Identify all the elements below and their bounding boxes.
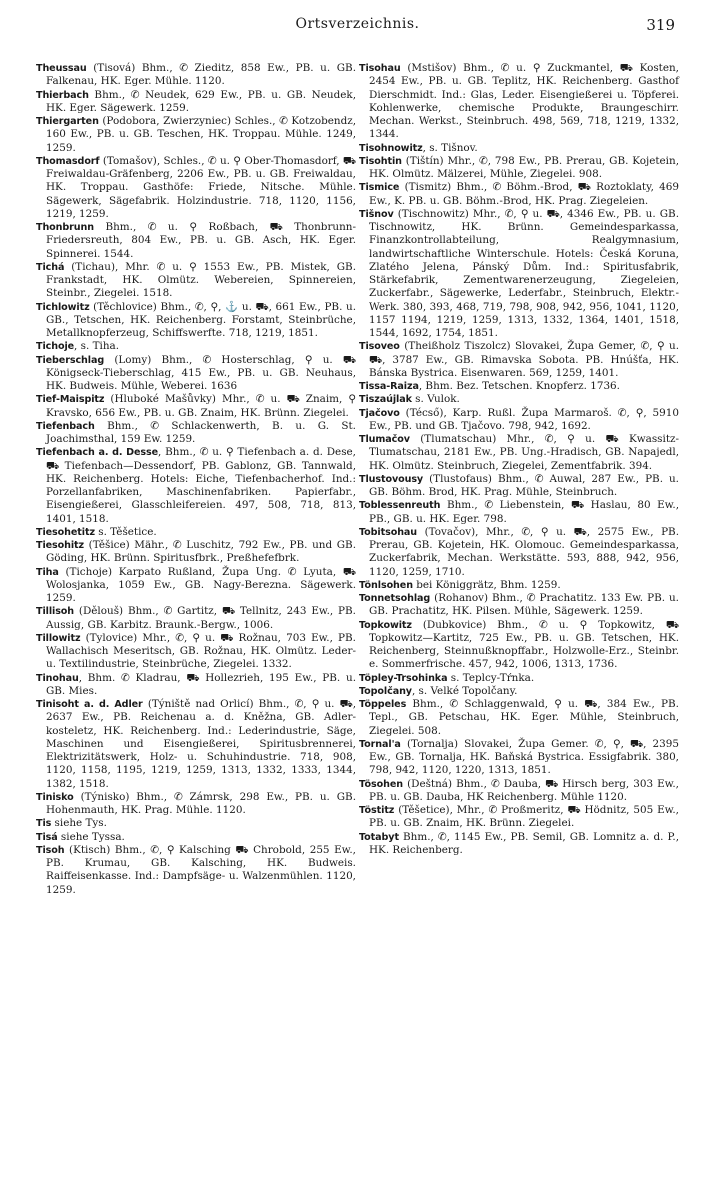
- directory-entry: [36, 62, 356, 89]
- entry-text: s. Teplcy-Tŕnka.: [447, 671, 535, 684]
- entry-headword: Thierbach: [36, 89, 89, 101]
- entry-text: , s. Tiha.: [74, 340, 120, 353]
- entry-headword: Tiha: [36, 566, 59, 578]
- directory-entry: [36, 89, 356, 116]
- entry-headword: Tichoje: [36, 341, 75, 353]
- entry-headword: Thiergarten: [36, 116, 99, 127]
- directory-entry: [36, 420, 356, 447]
- entry-text: (Tlumatschau) Mhr., ✆, ⚲ u. ⛟ Kwassitz-Tlumatschau, 2181 Ew., PB. Ung.-Hradisch, GB. Napajedl, HK. Olmütz. Steinbruch, Ziegelei, Zementfabrik. 394.: [369, 433, 679, 472]
- directory-entry: [36, 354, 356, 394]
- entry-text: Bhm., ✆ Schlaggenwald, ⚲ u. ⛟, 384 Ew., PB. Tepl., GB. Petschau, HK. Eger. Mühle, Steinbruch, Ziegelei. 508.: [369, 698, 679, 737]
- entry-headword: Tösohen: [359, 778, 404, 790]
- entry-text: (Tornalja) Slovakei, Župa Gemer. ✆, ⚲, ⛟, 2395 Ew., GB. Tornalja, HK. Baňská Bystrica. Essigfabrik. 380, 798, 942, 1120, 1220, 1313, 1851.: [369, 737, 679, 777]
- entry-text: (Týnisko) Bhm., ✆ Zámrsk, 298 Ew., PB. u. GB. Hohenmauth, HK. Prag. Mühle. 1120.: [46, 790, 356, 816]
- entry-headword: Totabyt: [359, 831, 399, 843]
- entry-headword: Tornal'a: [359, 738, 401, 750]
- directory-entry: [36, 791, 356, 818]
- directory-entry: [359, 778, 679, 805]
- directory-entry: [36, 155, 356, 221]
- entry-text: (Tlustofaus) Bhm., ✆ Auwal, 287 Ew., PB. u. GB. Böhm. Brod, HK. Prag. Mühle, Steinbruch.: [369, 472, 679, 498]
- entry-headword: Tiszaújlak: [359, 394, 412, 406]
- directory-entry: [36, 566, 356, 606]
- entry-headword: Tinohau: [36, 672, 79, 684]
- directory-entry: [36, 605, 356, 632]
- entry-headword: Tönlsohen: [359, 579, 413, 591]
- directory-entry: [359, 62, 679, 142]
- entry-headword: Tillisoh: [36, 606, 75, 618]
- directory-entry: [359, 433, 679, 473]
- entry-text: (Tylovice) Mhr., ✆, ⚲ u. ⛟ Rožnau, 703 Ew., PB. Wallachisch Meseritsch, GB. Rožnau, HK. Olmütz. Leder- u. Textilindustrie, Steinbrüche, Ziegelei. 1332.: [46, 631, 356, 671]
- entry-text: (Ktisch) Bhm., ✆, ⚲ Kalsching ⛟ Chrobold, 255 Ew., PB. Krumau, GB. Kalsching, HK. Budweis. Raiffeisenkasse. Ind.: Dampfsäge- u. Walzenmühlen. 1120, 1259.: [46, 843, 356, 896]
- entry-text: Bhm., ✆ Schlackenwerth, B. u. G. St. Joachimsthal, 159 Ew. 1259.: [46, 419, 356, 445]
- directory-entry: [359, 831, 679, 858]
- directory-entry: [359, 473, 679, 500]
- directory-entry: [36, 446, 356, 526]
- entry-headword: Tichlowitz: [36, 301, 90, 313]
- entry-text: (Theißholz Tiszolcz) Slovakei, Župa Gemer, ✆, ⚲ u. ⛟, 3787 Ew., GB. Rimavska Sobota. PB. Hnúšťa, HK. Bánska Bystrica. Eisenwaren. 569, 1259, 1401.: [369, 340, 679, 379]
- entry-text: (Tichoje) Karpato Rußland, Župa Ung. ✆ Lyuta, ⛟ Wolosjanka, 1059 Ew., GB. Nagy-Berezna. Sägewerk. 1259.: [46, 565, 356, 604]
- directory-entry: [36, 632, 356, 672]
- directory-entry: [36, 831, 356, 844]
- entry-text: (Tovačov), Mhr., ✆, ⚲ u. ⛟, 2575 Ew., PB. Prerau, GB. Kojetein, HK. Olomouc. Gemeindesparkassa, Zuckerfabrik, Mechan. Werkstätte. 593, 888, 942, 956, 1120, 1259, 1710.: [369, 525, 679, 578]
- entry-text: Bhm., ✆ Neudek, 629 Ew., PB. u. GB. Neudek, HK. Eger. Sägewerk. 1259.: [46, 88, 356, 114]
- entry-text: , Bhm., ✆ u. ⚲ Tiefenbach a. d. Dese, ⛟ Tiefenbach—Dessendorf, PB. Gablonz, GB. Tannwald, HK. Reichenberg. Hotels: Eiche, Tiefenbacherhof. Ind.: Porzellanfabriken, Maschinenfabriken. Papierfabr., Eisengießerei, Glasschleifereien. 497, 508, 718, 813, 1401, 1518.: [46, 446, 356, 525]
- entry-text: (Rohanov) Bhm., ✆ Prachatitz. 133 Ew. PB. u. GB. Prachatitz, HK. Pilsen. Mühle, Sägewerk. 1259.: [369, 592, 679, 618]
- entry-text: (Tištín) Mhr., ✆, 798 Ew., PB. Prerau, GB. Kojetein, HK. Olmütz. Mälzerei, Mühle, Ziegelei. 908.: [369, 154, 679, 180]
- entry-headword: Toblessenreuth: [359, 500, 441, 512]
- entry-text: (Tichau), Mhr. ✆ u. ⚲ 1553 Ew., PB. Mistek, GB. Frankstadt, HK. Olmütz. Webereien, Spinnereien, Steinbr., Ziegelei. 1518.: [46, 260, 356, 300]
- entry-headword: Töstitz: [359, 805, 395, 816]
- directory-entry: [359, 579, 679, 592]
- entry-text: (Mstišov) Bhm., ✆ u. ⚲ Zuckmantel, ⛟ Kosten, 2454 Ew., PB. u. GB. Teplitz, HK. Reichenberg. Gasthof Dierschmidt. Ind.: Glas, Leder. Eisengießerei u. Töpferei. Kohlenwerke, chemische Produkte, Braungeschirr. Mechan. Werkst., Steinbruch. 498, 569, 718, 1219, 1332, 1344.: [369, 62, 679, 141]
- directory-entry: [359, 380, 679, 393]
- entry-text: (Deštná) Bhm., ✆ Dauba, ⛟ Hirsch berg, 303 Ew., PB. u. GB. Dauba, HK Reichenberg. Mühle 1120.: [369, 777, 679, 803]
- directory-entry: [359, 208, 679, 341]
- entry-text: (Dělouš) Bhm., ✆ Gartitz, ⛟ Tellnitz, 243 Ew., PB. Aussig, GB. Karbitz. Braunk.-Bergw., 1006.: [46, 605, 356, 631]
- entry-text: (Técső), Karp. Rußl. Župa Marmaroš. ✆, ⚲, 5910 Ew., PB. und GB. Tjačovo. 798, 942, 1692.: [369, 406, 679, 432]
- entry-headword: Tis: [36, 818, 52, 830]
- right-column: [359, 62, 679, 857]
- entry-headword: Tieberschlag: [36, 354, 105, 366]
- entry-headword: Tichá: [36, 261, 65, 273]
- entry-text: Bhm., ✆ Liebenstein, ⛟ Haslau, 80 Ew., PB., GB. u. HK. Eger. 798.: [369, 499, 679, 525]
- directory-entry: [36, 393, 356, 420]
- entry-text: (Podobora, Zwierzyniec) Schles., ✆ Kotzobendz, 160 Ew., PB. u. GB. Teschen, HK. Troppau. Mühle. 1249, 1259.: [46, 115, 356, 154]
- directory-entry: [36, 221, 356, 261]
- directory-entry: [359, 738, 679, 778]
- entry-text: (Týniště nad Orlicí) Bhm., ✆, ⚲ u. ⛟, 2637 Ew., PB. Reichenau a. d. Kněžna, GB. Adler-kosteletz, HK. Reichenberg. Ind.: Lederindustrie, Säge, Maschinen und Eisengießerei, Spiritusbrennerei, Elektrizitätswerk, Holz- u. Schuhindustrie. 718, 908, 1120, 1158, 1195, 1219, 1259, 1313, 1332, 1333, 1344, 1382, 1518.: [46, 698, 357, 790]
- entry-headword: Tisoveo: [359, 341, 400, 353]
- entry-text: bei Königgrätz, Bhm. 1259.: [412, 578, 561, 591]
- entry-headword: Thomasdorf: [36, 155, 100, 167]
- entry-text: s. Vulok.: [411, 393, 460, 406]
- directory-entry: [36, 340, 356, 353]
- directory-entry: [36, 817, 356, 830]
- entry-text: s. Těšetice.: [94, 525, 157, 538]
- entry-text: (Těšetice), Mhr., ✆ Proßmeritz, ⛟ Hödnitz, 505 Ew., PB. u. GB. Znaim, HK. Brünn. Ziegelei.: [369, 804, 679, 830]
- entry-headword: Tlustovousy: [359, 473, 424, 485]
- entry-headword: Tiesohitz: [36, 540, 85, 551]
- directory-entry: [359, 804, 679, 831]
- entry-text: siehe Tyssa.: [57, 830, 125, 843]
- directory-entry: [359, 698, 679, 738]
- directory-entry: [36, 526, 356, 539]
- directory-entry: [359, 181, 679, 208]
- entry-headword: Töppeles: [359, 699, 407, 710]
- entry-headword: Topkowitz: [359, 619, 412, 631]
- entry-headword: Tief-Maispitz: [36, 394, 105, 406]
- directory-entry: [36, 844, 356, 897]
- directory-entry: [36, 301, 356, 341]
- entry-headword: Tismice: [359, 182, 400, 194]
- entry-headword: Tissa-Raiza: [359, 381, 419, 392]
- entry-headword: Thonbrunn: [36, 222, 94, 233]
- directory-entry: [359, 499, 679, 526]
- directory-entry: [359, 407, 679, 434]
- entry-headword: Tinisko: [36, 791, 74, 803]
- entry-text: (Dubkovice) Bhm., ✆ u. ⚲ Topkowitz, ⛟ Topkowitz—Kartitz, 725 Ew., PB. u. GB. Tetschen, HK. Reichenberg, Steinnußknopffabr., Holzwolle-Erz., Steinbr. e. Sommerfrische. 457, 942, 1006, 1313, 1736.: [369, 618, 679, 671]
- directory-entry: [359, 142, 679, 155]
- entry-text: Bhm., ✆ u. ⚲ Roßbach, ⛟ Thonbrunn-Friedersreuth, 804 Ew., PB. u. GB. Asch, HK. Eger. Spinnerei. 1544.: [46, 221, 356, 260]
- entry-text: (Tisová) Bhm., ✆ Zieditz, 858 Ew., PB. u. GB. Falkenau, HK. Eger. Mühle. 1120.: [46, 62, 356, 88]
- entry-text: , s. Velké Topolčany.: [411, 684, 518, 697]
- directory-entry: [36, 672, 356, 699]
- directory-entry: [36, 261, 356, 301]
- entry-text: (Tismitz) Bhm., ✆ Böhm.-Brod, ⛟ Roztoklaty, 469 Ew., K. PB. u. GB. Böhm.-Brod, HK. Prag. Ziegeleien.: [369, 181, 679, 207]
- entry-headword: Tisohnowitz: [359, 142, 423, 154]
- entry-text: , Bhm. ✆ Kladrau, ⛟ Hollezrieh, 195 Ew., PB. u. GB. Mies.: [46, 671, 356, 697]
- entry-headword: Tiefenbach: [36, 420, 95, 432]
- entry-headword: Tonnetsohlag: [359, 593, 431, 604]
- directory-entry: [359, 619, 679, 672]
- entry-text: (Tischnowitz) Mhr., ✆, ⚲ u. ⛟, 4346 Ew., PB. u. GB. Tischnowitz, HK. Brünn. Gemeindesparkassa, Finanzkontrollabteilung, Realgymnasium, landwirtschaftliche Winterschule. Hotels: Česká Koruna, Zlatého Jelena, Pánský Dům. Ind.: Spiritusfabrik, Stärkefabrik, Zementwarenerzeugung, Ziegeleien, Zuckerfabr., Sägewerke, Lederfabr., Steinbruch, Elektr.-Werk. 380, 393, 468, 719, 798, 908, 942, 956, 1041, 1120, 1157 1194, 1219, 1259, 1313, 1332, 1364, 1401, 1518, 1544, 1692, 1754, 1851.: [369, 207, 679, 339]
- directory-entry: [36, 115, 356, 155]
- directory-entry: [36, 698, 356, 791]
- directory-entry: [359, 340, 679, 380]
- directory-entry: [359, 155, 679, 182]
- entry-headword: Tiesohetitz: [36, 526, 95, 538]
- entry-headword: Töpley-Trsohinka: [359, 672, 448, 684]
- page-header: [36, 14, 679, 36]
- directory-entry: [359, 592, 679, 619]
- entry-headword: Tillowitz: [36, 632, 81, 644]
- directory-entry: [359, 526, 679, 579]
- entry-text: (Těšice) Mähr., ✆ Luschitz, 792 Ew., PB. und GB. Göding, HK. Brünn. Spiritusfbrk., Preßhefefbrk.: [46, 539, 356, 565]
- entry-text: Bhm., ✆, 1145 Ew., PB. Semil, GB. Lomnitz a. d. P., HK. Reichenberg.: [369, 830, 679, 856]
- entry-headword: Tlumačov: [359, 434, 410, 445]
- directory-entry: [359, 393, 679, 406]
- entry-text: siehe Tys.: [51, 817, 107, 830]
- directory-entry: [359, 672, 679, 685]
- entry-headword: Tisoh: [36, 844, 65, 856]
- entry-text: , s. Tišnov.: [422, 141, 478, 154]
- entry-text: (Lomy) Bhm., ✆ Hosterschlag, ⚲ u. ⛟ Königseck-Tieberschlag, 415 Ew., PB. u. GB. Neuhaus, HK. Budweis. Mühle, Weberei. 1636: [46, 353, 356, 392]
- entry-headword: Tišnov: [359, 208, 394, 220]
- entry-text: (Těchlovice) Bhm., ✆, ⚲, ⚓ u. ⛟, 661 Ew., PB. u. GB., Tetschen, HK. Reichenberg. Forstamt, Steinbrüche, Metallknopferzeug, Schiffswerfte. 718, 1219, 1851.: [46, 300, 356, 339]
- entry-text: (Hluboké Mašůvky) Mhr., ✆ u. ⛟ Znaim, ⚲ Kravsko, 656 Ew., PB. u. GB. Znaim, HK. Brünn. Ziegelei.: [46, 393, 356, 419]
- entry-headword: Theussau: [36, 63, 87, 74]
- left-column: [36, 62, 356, 897]
- directory-entry: [359, 685, 679, 698]
- running-title: Ortsverzeichnis.: [295, 16, 420, 32]
- entry-headword: Tobitsohau: [359, 526, 418, 538]
- entry-text: , Bhm. Bez. Tetschen. Knopferz. 1736.: [418, 380, 620, 392]
- entry-headword: Tisohtin: [359, 155, 402, 167]
- directory-entry: [36, 539, 356, 566]
- entry-headword: Topolčany: [359, 685, 412, 697]
- entry-text: (Tomašov), Schles., ✆ u. ⚲ Ober-Thomasdorf, ⛟ Freiwaldau-Gräfenberg, 2206 Ew., PB. u. GB. Freiwaldau, HK. Troppau. Gasthöfe: Friede, Nitsche. Mühle. Sägewerk, Sägefabrik. Holzindustrie. 718, 1120, 1156, 1219, 1259.: [46, 154, 356, 220]
- entry-headword: Tinisoht a. d. Adler: [36, 699, 143, 710]
- entry-headword: Tisá: [36, 831, 58, 843]
- page-number: 319: [646, 16, 675, 34]
- entry-headword: Tjačovo: [359, 407, 400, 419]
- entry-headword: Tisohau: [359, 63, 401, 74]
- entry-headword: Tiefenbach a. d. Desse: [36, 447, 159, 459]
